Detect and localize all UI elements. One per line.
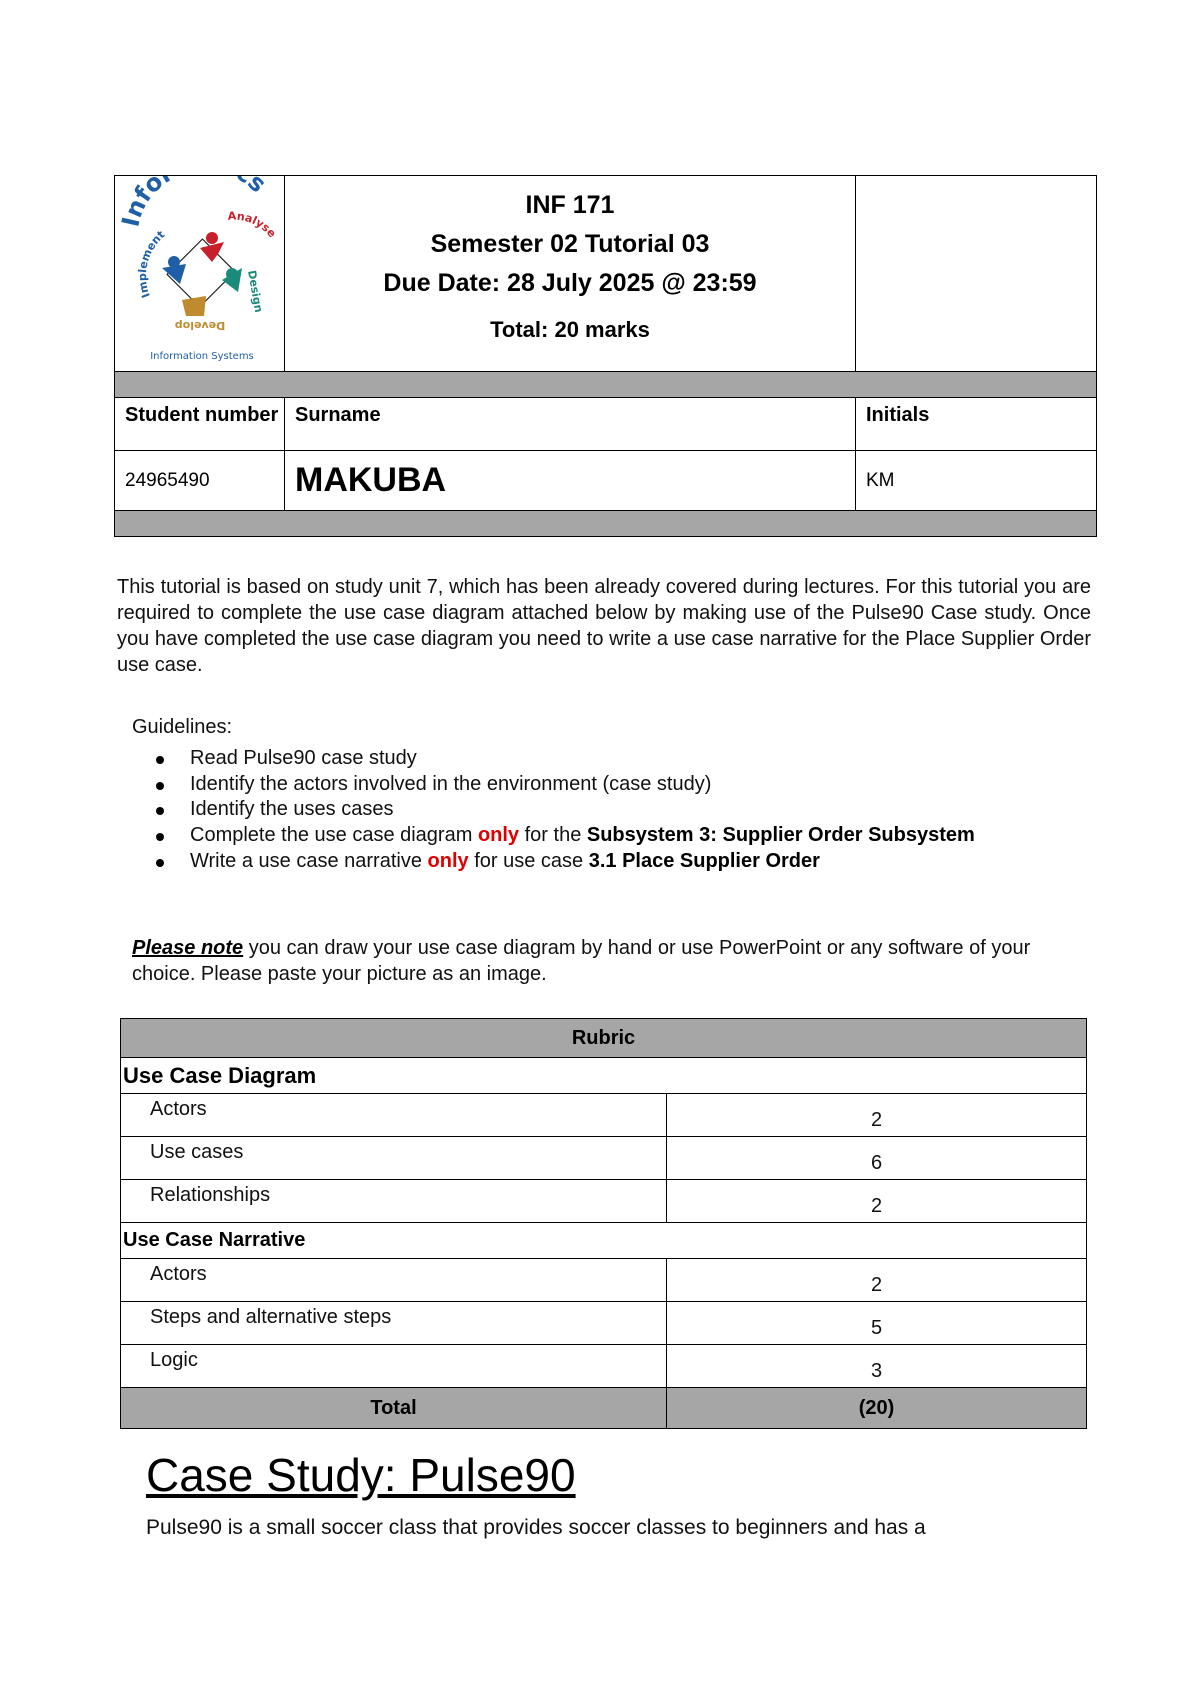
logo-word-develop: Develop (174, 319, 225, 332)
table-row (121, 1180, 1087, 1223)
initials-value: KM (856, 451, 1097, 511)
informatics-logo (120, 176, 280, 366)
list-item (132, 772, 1052, 798)
due-date: Due Date: 28 July 2025 @ 23:59 (383, 269, 757, 297)
table-row (121, 1094, 1087, 1137)
rubric-item: Logic (121, 1345, 667, 1388)
case-study-text: Pulse90 is a small soccer class that provides soccer classes to beginners and has a (146, 1516, 926, 1539)
gray-divider-2 (115, 511, 1097, 537)
logo-caption: Information Systems (149, 351, 254, 362)
table-row (121, 1137, 1087, 1180)
rubric-total-label: Total (121, 1388, 667, 1429)
rubric-mark: 2 (667, 1094, 1087, 1137)
student-number-value: 24965490 (115, 451, 285, 511)
guidelines-heading: Guidelines: (132, 716, 233, 738)
rubric-mark: 2 (667, 1180, 1087, 1223)
only-emphasis: only (477, 824, 520, 847)
logo-word-analyse: Analyse (227, 209, 279, 241)
logo-title: nfo s (119, 176, 272, 222)
title-cell (285, 176, 856, 372)
case-study-title: Case Study: Pulse90 (146, 1449, 576, 1501)
gray-divider-1 (115, 372, 1097, 398)
guideline-text: Write a use case narrative (190, 849, 428, 872)
table-row (121, 1259, 1087, 1302)
guideline-text: Identify the actors involved in the environment (case study) (190, 772, 712, 795)
surname-value: MAKUBA (285, 451, 856, 511)
guideline-text: for use case (468, 849, 589, 872)
logo-word-implement: Implement (135, 228, 167, 300)
rubric-item: Use cases (121, 1137, 667, 1180)
student-number-label: Student number (115, 398, 285, 451)
list-item (132, 849, 1052, 875)
list-item (132, 823, 1052, 849)
guidelines-list (132, 746, 1052, 875)
rubric-table (120, 1018, 1087, 1429)
table-row (121, 1302, 1087, 1345)
header-table (114, 175, 1097, 537)
rubric-mark: 2 (667, 1259, 1087, 1302)
logo-word-design: Design (244, 269, 265, 314)
list-item (132, 797, 1052, 823)
table-row (121, 1345, 1087, 1388)
guideline-text: Read Pulse90 case study (190, 747, 417, 769)
semester-tutorial: Semester 02 Tutorial 03 (430, 230, 710, 258)
please-note-lead: Please note (132, 937, 244, 959)
rubric-section-narrative: Use Case Narrative (121, 1223, 1087, 1259)
rubric-section-diagram: Use Case Diagram (121, 1058, 1087, 1094)
total-marks: Total: 20 marks (490, 317, 650, 342)
subsystem-name: Subsystem 3: Supplier Order Subsystem (586, 824, 975, 847)
guideline-text: Complete the use case diagram (190, 824, 478, 847)
rubric-item: Actors (121, 1259, 667, 1302)
guideline-text: for the (519, 824, 587, 847)
rubric-title: Rubric (121, 1019, 1087, 1058)
intro-paragraph: This tutorial is based on study unit 7, which has been already covered during lectures. For this tutorial you are required to complete the use case diagram attached below by making use of the Pulse90 Case study. Once you have completed the use case diagram you need to write a use case narrative for the Place Supplier Order use case. (117, 576, 1091, 676)
title-cell-right (856, 176, 1097, 372)
only-emphasis: only (427, 849, 469, 872)
use-case-name: 3.1 Place Supplier Order (588, 849, 820, 872)
rubric-item: Actors (121, 1094, 667, 1137)
rubric-mark: 5 (667, 1302, 1087, 1345)
please-note-text: you can draw your use case diagram by hand or use PowerPoint or any software of your choice. Please paste your picture as an image. (132, 937, 1031, 985)
rubric-item: Relationships (121, 1180, 667, 1223)
people-figures-icon (162, 232, 242, 316)
rubric-mark: 3 (667, 1345, 1087, 1388)
surname-label: Surname (285, 398, 856, 451)
rubric-mark: 6 (667, 1137, 1087, 1180)
please-note (132, 935, 1092, 987)
course-code: INF 171 (525, 191, 615, 219)
rubric-total-value: (20) (667, 1388, 1087, 1429)
logo-cell (115, 176, 285, 372)
list-item (132, 746, 1052, 772)
rubric-item: Steps and alternative steps (121, 1302, 667, 1345)
initials-label: Initials (856, 398, 1097, 451)
guideline-text: Identify the uses cases (190, 798, 394, 821)
